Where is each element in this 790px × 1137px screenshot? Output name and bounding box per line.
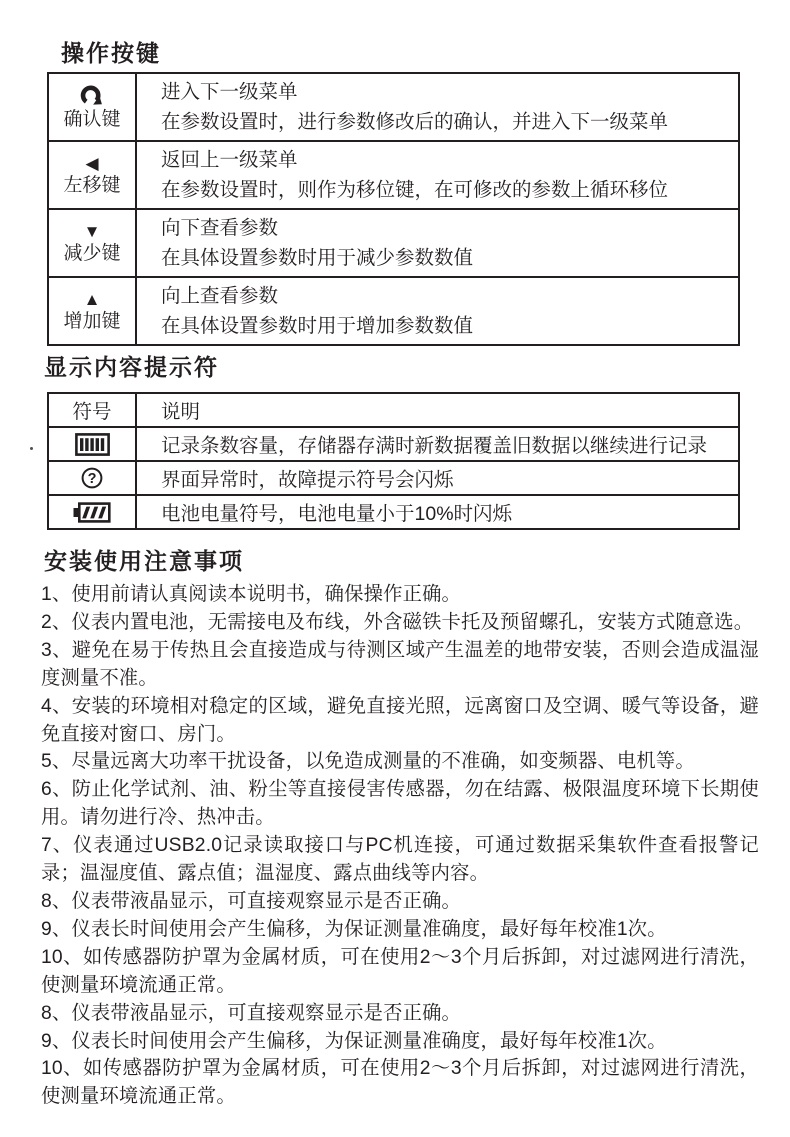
note-item: 8、仪表带液晶显示，可直接观察显示是否正确。 (41, 890, 462, 912)
table-row (48, 427, 739, 461)
key-description-cell (136, 141, 739, 209)
symbol-description: 记录条数容量，存储器存满时新数据覆盖旧数据以继续进行记录 (136, 427, 739, 461)
key-label: 确认键 (63, 109, 121, 130)
operation-keys-table (47, 72, 740, 346)
key-desc-line1: 向下查看参数 (161, 217, 279, 239)
table-row (48, 209, 739, 277)
note-item: 10、如传感器防护罩为金属材质，可在使用2～3个月后拆卸，对过滤网进行清洗，使测量环境流通正常。 (41, 946, 759, 996)
note-item: 6、防止化学试剂、油、粉尘等直接侵害传感器，勿在结露、极限温度环境下长期使用。请勿进行冷、热冲击。 (41, 779, 759, 829)
question-circle-icon (80, 466, 104, 490)
note-item: 3、避免在易于传热且会直接造成与待测区域产生温差的地带安装，否则会造成温湿度测量不准。 (41, 639, 759, 689)
table-row (48, 141, 739, 209)
note-item: 8、仪表带液晶显示，可直接观察显示是否正确。 (41, 1002, 462, 1024)
key-desc-line2: 在参数设置时，则作为移位键，在可修改的参数上循环移位 (161, 179, 669, 201)
key-desc-line1: 进入下一级菜单 (161, 81, 298, 103)
table-row (48, 73, 739, 141)
column-header-description: 说明 (136, 393, 739, 427)
symbol-description: 电池电量符号，电池电量小于10%时闪烁 (136, 495, 739, 529)
note-item: 7、仪表通过USB2.0记录读取接口与PC机连接，可通过数据采集软件查看报警记录；温湿度值、露点值；温湿度、露点曲线等内容。 (41, 835, 759, 885)
table-row (48, 495, 739, 529)
note-item: 1、使用前请认真阅读本说明书，确保操作正确。 (41, 584, 462, 605)
key-symbol-cell (49, 155, 135, 196)
down-triangle-icon: ▼ (83, 221, 101, 241)
key-description-cell (136, 209, 739, 277)
note-item: 5、尽量远离大功率干扰设备，以免造成测量的不准确，如变频器、电机等。 (41, 751, 695, 773)
installation-notes-list (41, 581, 759, 1111)
key-description-cell (136, 277, 739, 345)
note-item: 10、如传感器防护罩为金属材质，可在使用2～3个月后拆卸，对过滤网进行清洗，使测量环境流通正常。 (41, 1058, 759, 1108)
key-label: 减少键 (63, 242, 121, 264)
up-triangle-icon: ▲ (83, 289, 101, 309)
key-desc-line2: 在参数设置时，进行参数修改后的确认，并进入下一级菜单 (161, 111, 669, 133)
print-speck (30, 447, 33, 450)
key-desc-line2: 在具体设置参数时用于减少参数数值 (161, 247, 474, 269)
note-item: 9、仪表长时间使用会产生偏移，为保证测量准确度，最好每年校准1次。 (41, 918, 667, 940)
section-title-operation-keys: 操作按键 (61, 40, 161, 66)
key-description-cell (136, 73, 739, 141)
section-title-installation-notes: 安装使用注意事项 (44, 548, 244, 574)
question-mark-glyph: ? (87, 471, 97, 487)
key-desc-line2: 在具体设置参数时用于增加参数数值 (161, 315, 474, 337)
battery-level-icon (73, 502, 111, 523)
rotate-clockwise-icon (79, 84, 105, 107)
key-desc-line1: 向上查看参数 (161, 285, 279, 307)
column-header-symbol: 符号 (48, 393, 136, 427)
key-desc-line1: 返回上一级菜单 (161, 149, 298, 171)
symbol-description: 界面异常时，故障提示符号会闪烁 (136, 461, 739, 495)
table-row (48, 277, 739, 345)
table-row (48, 461, 739, 495)
left-triangle-icon: ◀ (85, 153, 99, 173)
section-title-display-symbols: 显示内容提示符 (44, 354, 219, 380)
display-symbols-table (47, 392, 740, 530)
key-label: 增加键 (63, 310, 121, 332)
key-symbol-cell (49, 291, 135, 332)
table-header-row (48, 393, 739, 427)
key-label: 左移键 (63, 174, 121, 196)
key-symbol-cell (49, 223, 135, 264)
note-item: 9、仪表长时间使用会产生偏移，为保证测量准确度，最好每年校准1次。 (41, 1030, 667, 1052)
key-symbol-cell (49, 84, 135, 130)
record-capacity-icon (75, 433, 110, 456)
note-item: 4、安装的环境相对稳定的区域，避免直接光照，远离窗口及空调、暖气等设备，避免直接对窗口、房门。 (41, 695, 759, 745)
note-item: 2、仪表内置电池，无需接电及布线，外含磁铁卡托及预留螺孔，安装方式随意选。 (41, 611, 754, 633)
